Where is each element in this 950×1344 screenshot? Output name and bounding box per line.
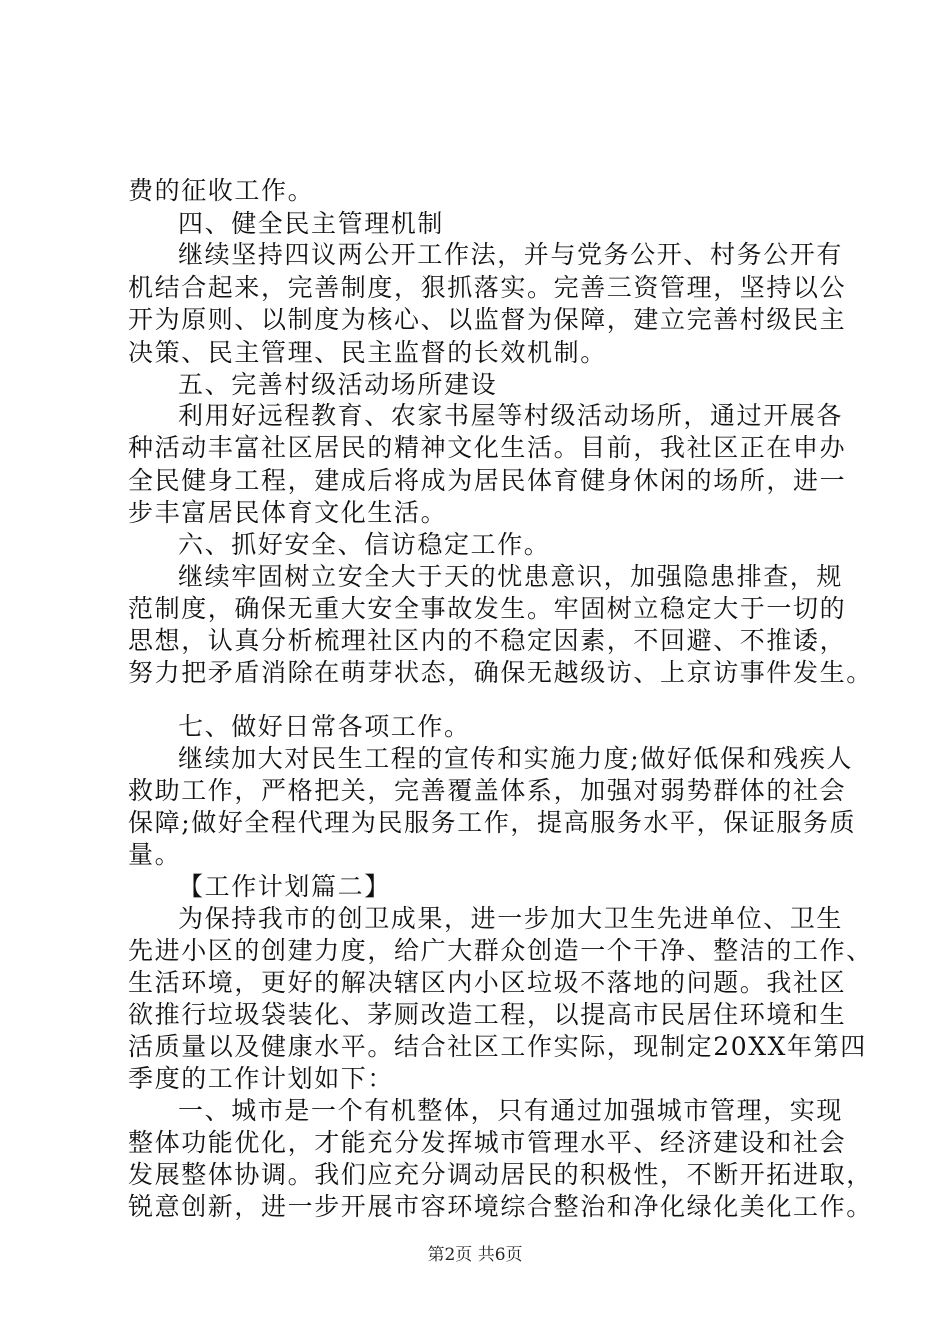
page-number-footer: 第2页 共6页: [427, 1245, 523, 1265]
text-line: 活质量以及健康水平。结合社区工作实际，现制定20XX年第四: [128, 1032, 867, 1061]
article-heading: 【工作计划篇二】: [178, 872, 391, 901]
text-line: 先进小区的创建力度，给广大群众创造一个干净、整洁的工作、: [128, 936, 873, 965]
section-heading-7: 七、做好日常各项工作。: [178, 712, 471, 741]
text-line: 决策、民主管理、民主监督的长效机制。: [128, 338, 607, 367]
text-line: 种活动丰富社区居民的精神文化生活。目前，我社区正在申办: [128, 433, 847, 462]
text-line: 继续坚持四议两公开工作法，并与党务公开、村务公开有: [178, 240, 844, 269]
text-line: 救助工作，严格把关，完善覆盖体系，加强对弱势群体的社会: [128, 776, 847, 805]
text-line: 锐意创新，进一步开展市容环境综合整治和净化绿化美化工作。: [128, 1192, 873, 1221]
text-line: 全民健身工程，建成后将成为居民体育健身休闲的场所，进一: [128, 466, 847, 495]
text-line: 思想，认真分析梳理社区内的不稳定因素，不回避、不推诿，: [128, 626, 847, 655]
text-line: 费的征收工作。: [128, 176, 315, 205]
text-line: 努力把矛盾消除在萌芽状态，确保无越级访、上京访事件发生。: [128, 658, 873, 687]
text-line: 一、城市是一个有机整体，只有通过加强城市管理，实现: [178, 1096, 844, 1125]
text-line: 步丰富居民体育文化生活。: [128, 498, 448, 527]
text-line: 发展整体协调。我们应充分调动居民的积极性，不断开拓进取，: [128, 1160, 873, 1189]
text-line: 欲推行垃圾袋装化、茅厕改造工程，以提高市民居住环境和生: [128, 1000, 847, 1029]
text-line: 机结合起来，完善制度，狠抓落实。完善三资管理，坚持以公: [128, 273, 847, 302]
text-line: 利用好远程教育、农家书屋等村级活动场所，通过开展各: [178, 401, 844, 430]
section-heading-5: 五、完善村级活动场所建设: [178, 370, 498, 399]
text-line: 为保持我市的创卫成果，进一步加大卫生先进单位、卫生: [178, 904, 844, 933]
text-line: 范制度，确保无重大安全事故发生。牢固树立稳定大于一切的: [128, 594, 847, 623]
text-line: 整体功能优化，才能充分发挥城市管理水平、经济建设和社会: [128, 1128, 847, 1157]
text-line: 生活环境，更好的解决辖区内小区垃圾不落地的问题。我社区: [128, 968, 847, 997]
text-line: 保障;做好全程代理为民服务工作，提高服务水平，保证服务质: [128, 808, 857, 837]
text-line: 开为原则、以制度为核心、以监督为保障，建立完善村级民主: [128, 305, 847, 334]
text-line: 量。: [128, 840, 182, 869]
text-line: 继续加大对民生工程的宣传和实施力度;做好低保和残疾人: [178, 744, 854, 773]
text-line: 继续牢固树立安全大于天的忧患意识，加强隐患排查，规: [178, 562, 844, 591]
section-heading-4: 四、健全民主管理机制: [178, 209, 445, 238]
section-heading-6: 六、抓好安全、信访稳定工作。: [178, 530, 551, 559]
text-line: 季度的工作计划如下：: [128, 1064, 395, 1093]
